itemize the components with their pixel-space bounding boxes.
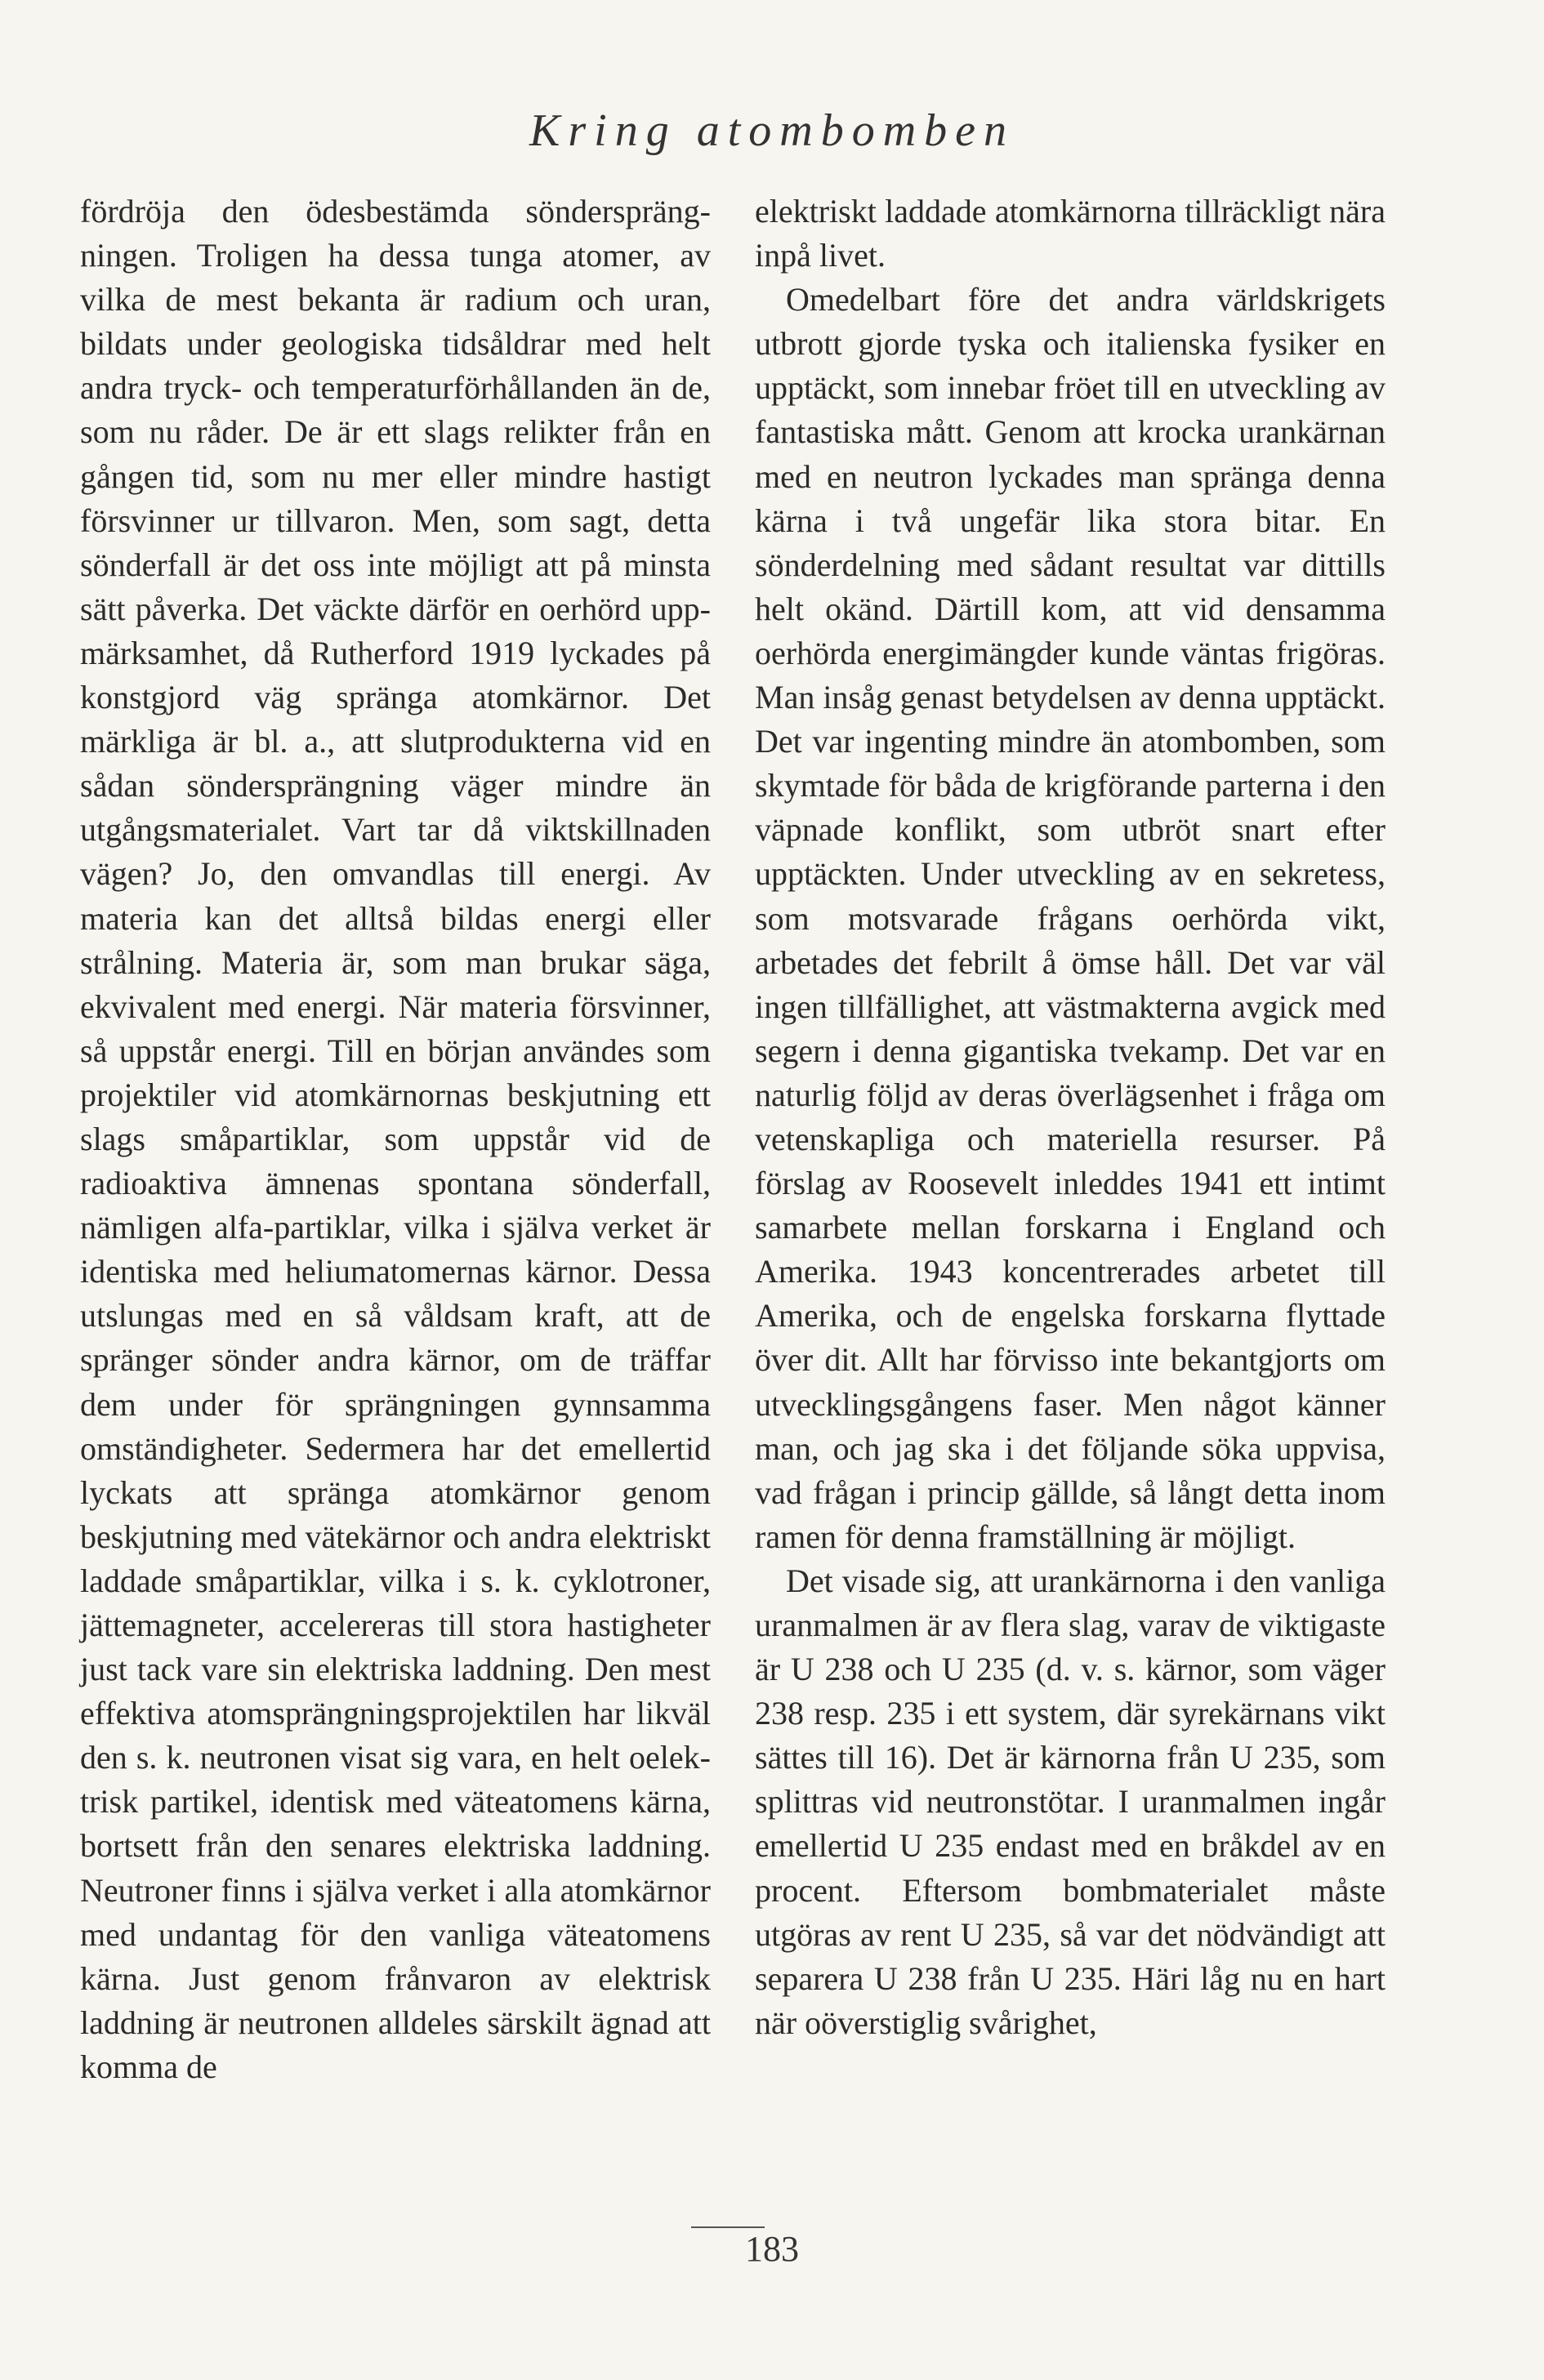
- right-paragraph-2: Omedelbart före det andra världskrigets utbrott gjorde tyska och italienska fysiker en upptäckt, som innebar fröet till en utveckling av fantastiska mått. Genom att krocka urankärnan med en neutron lyckades man spränga denna kärna i två ungefär lika stora bitar. En sönderdelning med sådant resultat var dittills helt okänd. Därtill kom, att vid densamma oerhörda energimängder kunde väntas frigöras. Man insåg genast betydelsen av denna upptäckt. Det var ingenting mindre än atombomben, som skymtade för båda de krigförande parterna i den väpnade konflikt, som utbröt snart efter upptäckten. Under utveckling av en sekretess, som motsvarade frågans oerhörda vikt, arbetades det febrilt å ömse håll. Det var väl ingen tillfällighet, att västmakterna avgick med segern i denna gigantiska tvekamp. Det var en naturlig följd av deras överlägsenhet i fråga om vetenskapliga och materiella resurser. På förslag av Roosevelt inleddes 1941 ett intimt samarbete mellan forskarna i England och Amerika. 1943 koncentrerades arbetet till Amerika, och de engelska forskarna flyttade över dit. Allt har förvisso inte bekantgjorts om utvecklingsgångens faser. Men något känner man, och jag ska i det följande söka uppvisa, vad frågan i princip gällde, så långt detta inom ramen för denna framställning är möjligt.: [755, 281, 1386, 1555]
- right-paragraph-1: elektriskt laddade atomkärnorna tillräckligt nära inpå livet.: [755, 193, 1386, 274]
- left-paragraph-1: fördröja den ödesbestämda söndersprängningen. Troligen ha dessa tunga atomer, av vilka de mest bekanta är radium och uran, bildats under geologiska tidsåldrar med helt andra tryck- och temperaturförhållanden än de, som nu råder. De är ett slags relikter från en gången tid, som nu mer eller mindre hastigt försvinner ur tillvaron. Men, som sagt, detta sönderfall är det oss inte möjligt att på minsta sätt påverka. Det väckte därför en oerhörd uppmärksamhet, då Rutherford 1919 lyckades på konstgjord väg spränga atomkärnor. Det märkliga är bl. a., att slutprodukterna vid en sådan söndersprängning väger mindre än utgångsmaterialet. Vart tar då viktskillnaden vägen? Jo, den omvandlas till energi. Av materia kan det alltså bildas energi eller strålning. Materia är, som man brukar säga, ekvivalent med energi. När materia försvinner, så uppstår energi. Till en början användes som projektiler vid atomkärnornas beskjutning ett slags småpartiklar, som uppstår vid de radioaktiva ämnenas spontana sönderfall, nämligen alfa-partiklar, vilka i själva verket är identiska med heliumatomernas kärnor. Dessa utslungas med en så våldsam kraft, att de spränger sönder andra kärnor, om de träffar dem under för sprängningen gynnsamma omständigheter. Sedermera har det emellertid lyckats att spränga atomkärnor genom beskjutning med vätekärnor och andra elektriskt laddade småpartiklar, vilka i s. k. cyklotroner, jättemagneter, accelereras till stora hastigheter just tack vare sin elektriska laddning. Den mest effektiva atomsprängningsprojektilen har likväl den s. k. neutronen visat sig vara, en helt oelektrisk partikel, identisk med väteatomens kärna, bortsett från den senares elektriska laddning. Neutroner finns i själva verket i alla atomkärnor med undantag för den vanliga väteatomens kärna. Just genom frånvaron av elektrisk laddning är neutronen alldeles särskilt ägnad att komma de: [80, 193, 711, 2085]
- page-number: 183: [745, 2229, 799, 2269]
- left-column: [80, 189, 711, 2089]
- right-column: [755, 189, 1386, 2045]
- right-paragraph-3: Det visade sig, att urankärnorna i den vanliga uranmalmen är av flera slag, varav de viktigaste är U 238 och U 235 (d. v. s. kärnor, som väger 238 resp. 235 i ett system, där syrekärnans vikt sättes till 16). Det är kärnorna från U 235, som splittras vid neutronstötar. I uranmalmen ingår emellertid U 235 endast med en bråkdel av en procent. Eftersom bombmaterialet måste utgöras av rent U 235, så var det nödvändigt att separera U 238 från U 235. Häri låg nu en hart när oöverstiglig svårighet,: [755, 1562, 1386, 2041]
- running-title: Kring atombomben: [529, 105, 1015, 156]
